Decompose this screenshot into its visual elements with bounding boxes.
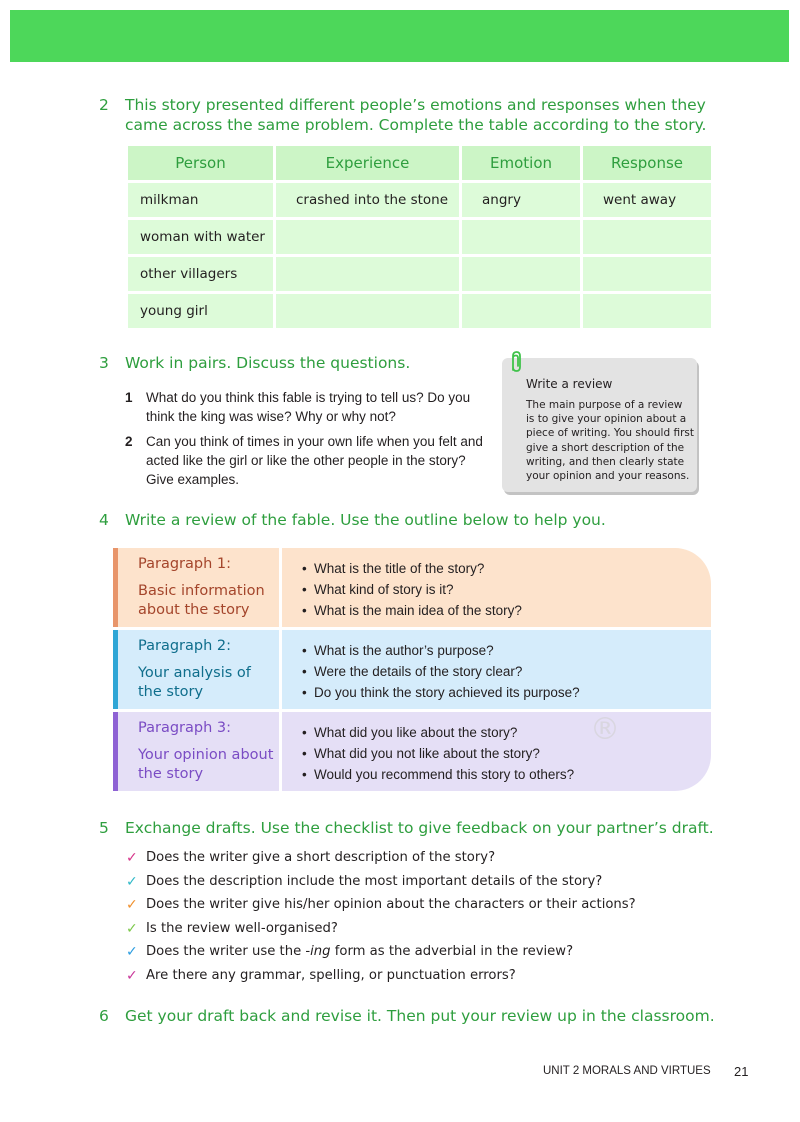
task-number: 4: [99, 511, 109, 529]
table-cell: went away: [583, 183, 711, 217]
prompt-item: • What kind of story is it?: [302, 579, 522, 600]
task-4: [99, 510, 719, 532]
question-item: [125, 432, 495, 490]
outline-label: [113, 712, 279, 791]
table-cell-blank[interactable]: [276, 294, 459, 328]
checklist-text: Is the review well-organised?: [146, 921, 338, 936]
question-number: 2: [125, 434, 133, 449]
paragraph-title: Paragraph 1:: [138, 556, 231, 572]
outline-prompts: [282, 712, 711, 791]
top-banner: [10, 10, 789, 62]
table-cell: milkman: [128, 183, 273, 217]
task-number: 3: [99, 354, 109, 372]
outline-prompts: [282, 548, 711, 627]
prompt-list: [302, 558, 522, 621]
task-number: 2: [99, 96, 109, 114]
task-2: [99, 95, 729, 137]
task-6: [99, 1006, 739, 1028]
prompt-item: • What is the title of the story?: [302, 558, 522, 579]
paragraph-title: Paragraph 2:: [138, 638, 231, 654]
task-3: [99, 353, 499, 375]
table-header-response: Response: [583, 146, 711, 180]
outline-label: [113, 630, 279, 709]
prompt-item: • Do you think the story achieved its purpose?: [302, 682, 580, 703]
check-icon: ✓: [126, 874, 138, 890]
question-text: Can you think of times in your own life when you felt and acted like the girl or like the other people in the story? Give examples.: [146, 434, 483, 487]
table-cell-blank[interactable]: [462, 294, 580, 328]
table-cell-blank[interactable]: [276, 220, 459, 254]
table-cell: woman with water: [128, 220, 273, 254]
tip-body: The main purpose of a review is to give your opinion about a piece of writing. You should first give a short description of the writing, and then clearly state your opinion and your reasons.: [526, 399, 694, 483]
tip-title: Write a review: [526, 377, 613, 391]
table-cell: young girl: [128, 294, 273, 328]
page-number: 21: [734, 1064, 749, 1079]
task-instruction: Get your draft back and revise it. Then put your review up in the classroom.: [125, 1007, 715, 1025]
table-header-experience: Experience: [276, 146, 459, 180]
prompt-item: • What did you not like about the story?: [302, 743, 574, 764]
paragraph-subtitle: Your opinion about the story: [138, 747, 274, 782]
checklist-text: Does the writer give his/her opinion about the characters or their actions?: [146, 897, 636, 912]
prompt-item: • What is the main idea of the story?: [302, 600, 522, 621]
checklist-text: Are there any grammar, spelling, or punctuation errors?: [146, 968, 516, 983]
table-header-person: Person: [128, 146, 273, 180]
check-icon: ✓: [126, 897, 138, 913]
tip-box: [502, 358, 697, 492]
prompt-item: • Would you recommend this story to others?: [302, 764, 574, 785]
check-icon: ✓: [126, 968, 138, 984]
checklist-text: Does the description include the most important details of the story?: [146, 874, 603, 889]
table-cell-blank[interactable]: [462, 257, 580, 291]
check-icon: ✓: [126, 944, 138, 960]
task-5: [99, 818, 739, 840]
checklist-text: Does the writer use the -ing form as the adverbial in the review?: [146, 944, 574, 959]
table-cell-blank[interactable]: [462, 220, 580, 254]
unit-title: UNIT 2 MORALS AND VIRTUES: [543, 1065, 711, 1077]
task-instruction: Work in pairs. Discuss the questions.: [125, 354, 411, 372]
outline-paragraph-3: [113, 712, 711, 791]
table-cell: other villagers: [128, 257, 273, 291]
outline-paragraph-2: [113, 630, 711, 709]
paragraph-subtitle: Basic information about the story: [138, 583, 265, 618]
prompt-list: [302, 722, 574, 785]
paragraph-subtitle: Your analysis of the story: [138, 665, 251, 700]
prompt-item: • What did you like about the story?: [302, 722, 574, 743]
outline-prompts: [282, 630, 711, 709]
check-icon: ✓: [126, 921, 138, 937]
task-number: 5: [99, 819, 109, 837]
table-cell-blank[interactable]: [583, 220, 711, 254]
table-cell-blank[interactable]: [583, 257, 711, 291]
check-icon: ✓: [126, 850, 138, 866]
question-number: 1: [125, 390, 133, 405]
question-item: [125, 388, 495, 428]
task-instruction: Exchange drafts. Use the checklist to give feedback on your partner’s draft.: [125, 819, 714, 837]
question-text: What do you think this fable is trying to tell us? Do you think the king was wise? Why or why not?: [146, 390, 471, 424]
paperclip-icon: [507, 350, 525, 374]
outline-label: [113, 548, 279, 627]
prompt-item: • What is the author’s purpose?: [302, 640, 580, 661]
table-cell-blank[interactable]: [276, 257, 459, 291]
table-cell: angry: [462, 183, 580, 217]
outline-paragraph-1: [113, 548, 711, 627]
table-cell-blank[interactable]: [583, 294, 711, 328]
task-number: 6: [99, 1007, 109, 1025]
paragraph-title: Paragraph 3:: [138, 720, 231, 736]
prompt-item: • Were the details of the story clear?: [302, 661, 580, 682]
table-cell: crashed into the stone: [276, 183, 459, 217]
prompt-list: [302, 640, 580, 703]
table-header-emotion: Emotion: [462, 146, 580, 180]
task-instruction: This story presented different people’s emotions and responses when they came across the same problem. Complete the table according to the story.: [125, 96, 707, 134]
checklist-text: Does the writer give a short description of the story?: [146, 850, 496, 865]
registered-mark: ®: [590, 712, 620, 747]
task-instruction: Write a review of the fable. Use the outline below to help you.: [125, 511, 606, 529]
